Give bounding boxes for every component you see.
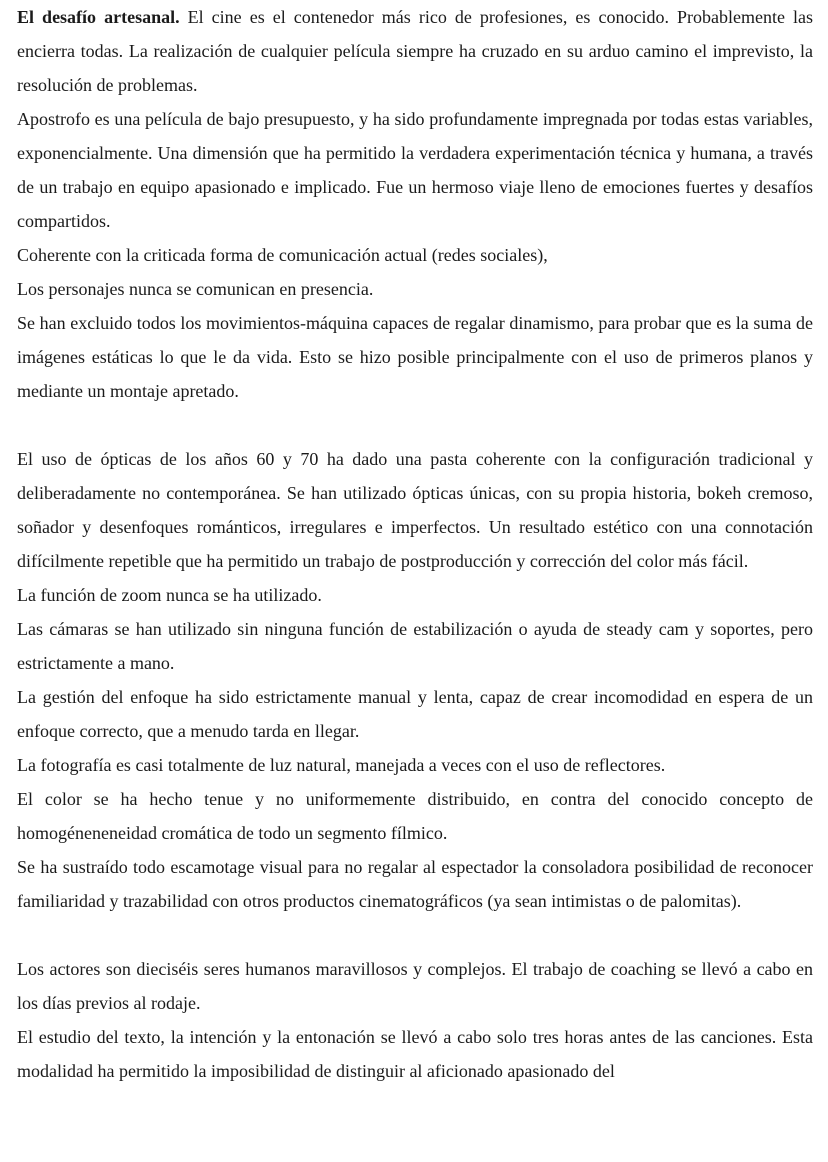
paragraph-actors: Los actores son dieciséis seres humanos maravillosos y complejos. El trabajo de coaching se llevó a cabo en los días previos al rodaje. xyxy=(17,959,813,1013)
paragraph-cameras: Las cámaras se han utilizado sin ninguna función de estabilización o ayuda de steady cam y soportes, pero estrictamente a mano. xyxy=(17,619,813,673)
paragraph-characters: Los personajes nunca se comunican en presencia. xyxy=(17,279,374,299)
paragraph-text-study: El estudio del texto, la intención y la entonación se llevó a cabo solo tres horas antes de las canciones. Esta modalidad ha permitido la imposibilidad de distinguir al aficionado apasionado del xyxy=(17,1027,813,1081)
paragraph-visual: Se ha sustraído todo escamotage visual para no regalar al espectador la consoladora posibilidad de reconocer familiaridad y trazabilidad con otros productos cinematográficos (ya sean intimistas o de palomitas). xyxy=(17,857,813,911)
paragraph-gap xyxy=(17,408,813,442)
paragraph-focus: La gestión del enfoque ha sido estrictamente manual y lenta, capaz de crear incomodidad en espera de un enfoque correcto, que a menudo tarda en llegar. xyxy=(17,687,813,741)
section-lead-title: El desafío artesanal. xyxy=(17,7,180,27)
paragraph-communication: Coherente con la criticada forma de comunicación actual (redes sociales), xyxy=(17,245,548,265)
paragraph-movements: Se han excluido todos los movimientos-máquina capaces de regalar dinamismo, para probar que es la suma de imágenes estáticas lo que le da vida. Esto se hizo posible principalmente con el uso de primeros planos y mediante un montaje apretado. xyxy=(17,313,813,401)
intro-text: El cine es el contenedor más rico de profesiones, es conocido. Probablemente las encierra todas. La realización de cualquier película siempre ha cruzado en su arduo camino el imprevisto, la resolución de problemas. xyxy=(17,7,813,95)
paragraph-zoom: La función de zoom nunca se ha utilizado. xyxy=(17,585,322,605)
paragraph-gap xyxy=(17,918,813,952)
paragraph-color: El color se ha hecho tenue y no uniformemente distribuido, en contra del conocido concepto de homogéneneneidad cromática de todo un segmento fílmico. xyxy=(17,789,813,843)
paragraph-budget: Apostrofo es una película de bajo presupuesto, y ha sido profundamente impregnada por todas estas variables, exponencialmente. Una dimensión que ha permitido la verdadera experimentación técnica y humana, a través de un trabajo en equipo apasionado e implicado. Fue un hermoso viaje lleno de emociones fuertes y desafíos compartidos. xyxy=(17,109,813,231)
paragraph-optics: El uso de ópticas de los años 60 y 70 ha dado una pasta coherente con la configuración tradicional y deliberadamente no contemporánea. Se han utilizado ópticas únicas, con su propia historia, bokeh cremoso, soñador y desenfoques románticos, irregulares e imperfectos. Un resultado estético con una connotación difícilmente repetible que ha permitido un trabajo de postproducción y corrección del color más fácil. xyxy=(17,449,813,571)
paragraph-lighting: La fotografía es casi totalmente de luz natural, manejada a veces con el uso de reflectores. xyxy=(17,755,666,775)
paragraph-intro xyxy=(17,0,813,102)
document-page xyxy=(17,0,813,1088)
